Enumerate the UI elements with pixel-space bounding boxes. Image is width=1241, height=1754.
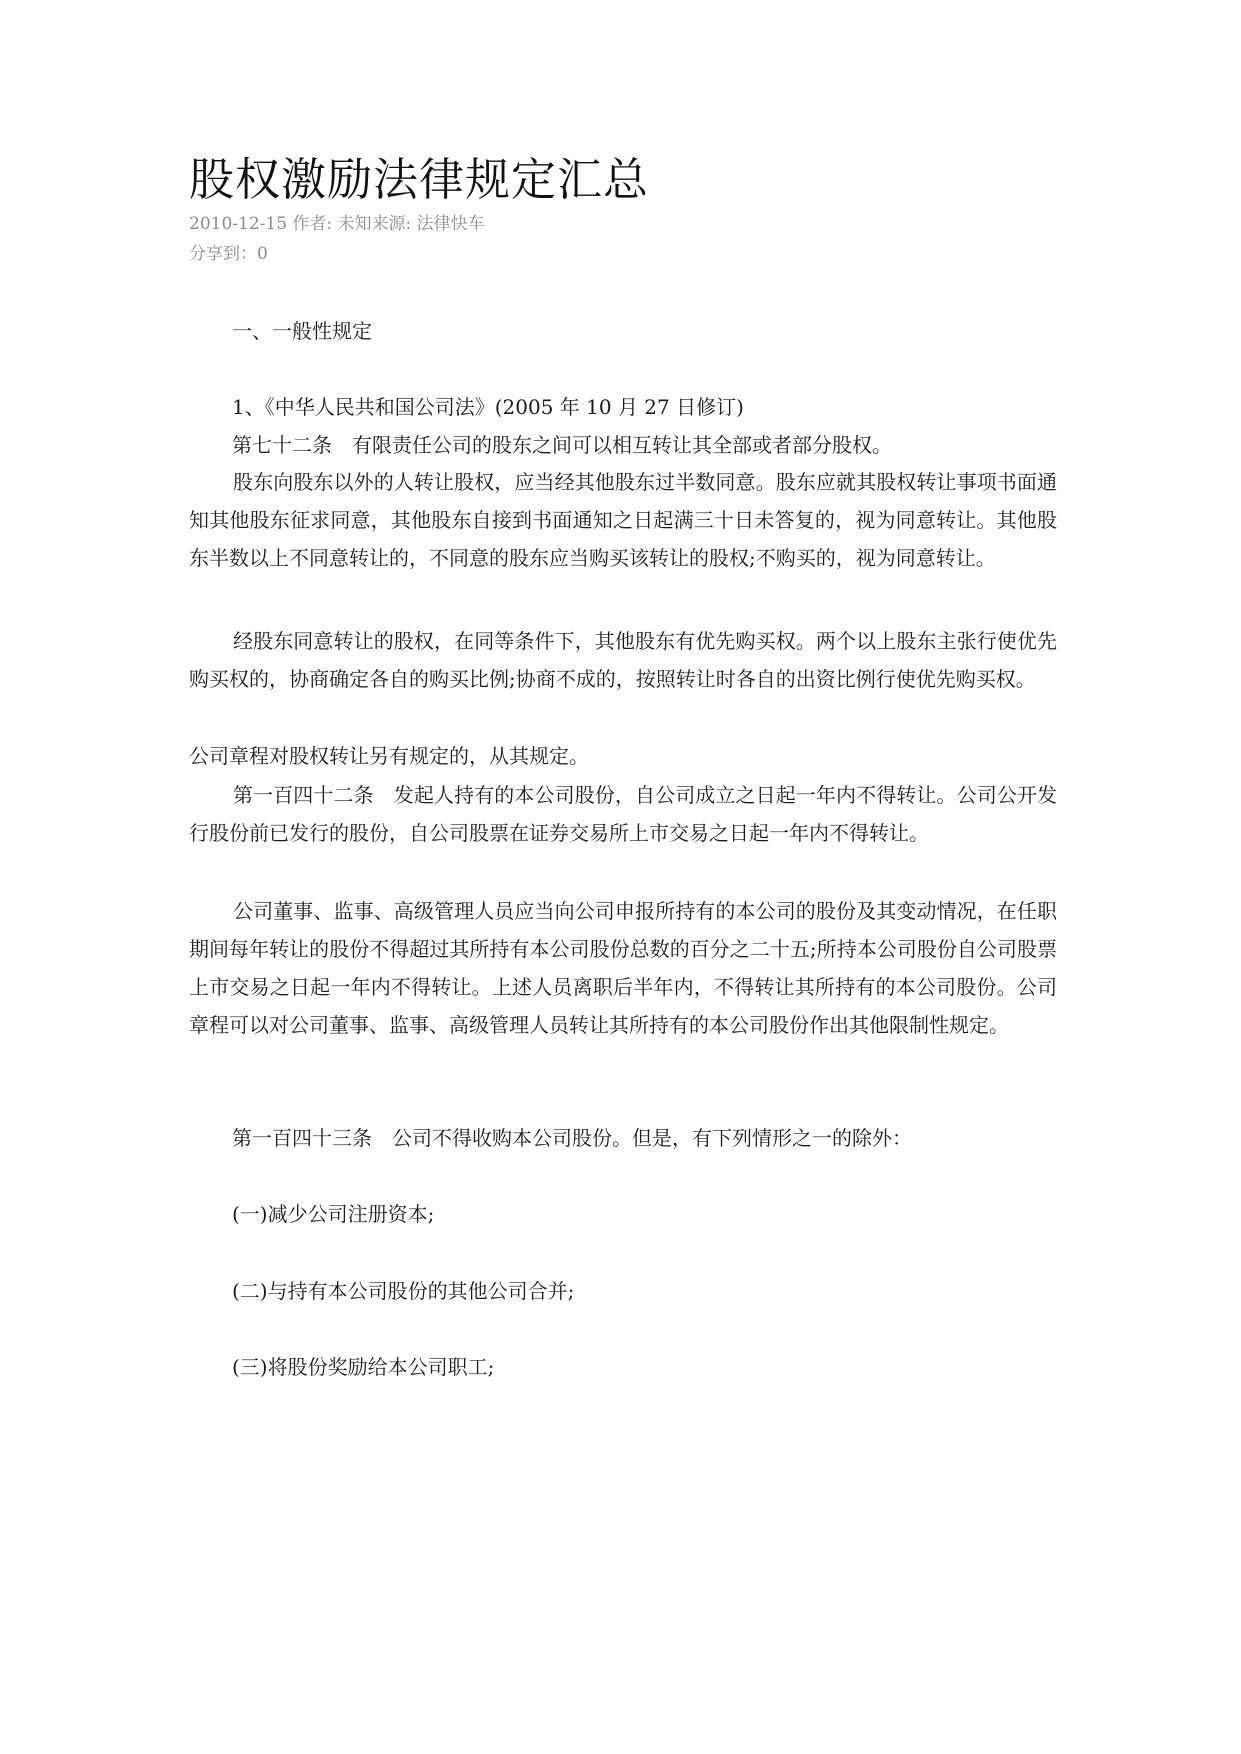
list-item: (二)与持有本公司股份的其他公司合并;	[232, 1279, 575, 1303]
law-heading: 1、《中华人民共和国公司法》(2005 年 10 月 27 日修订)	[232, 395, 744, 419]
article-meta: 2010-12-15 作者: 未知来源: 法律快车	[189, 214, 485, 234]
list-item: (一)减少公司注册资本;	[232, 1202, 435, 1226]
article-72-paragraph-3: 公司章程对股权转让另有规定的，从其规定。	[189, 744, 589, 768]
document-title: 股权激励法律规定汇总	[189, 153, 650, 206]
share-count: 分享到：0	[189, 244, 268, 264]
article-142-paragraph-1: 第一百四十二条 发起人持有的本公司股份，自公司成立之日起一年内不得转让。公司公开发行股份前已发行的股份，自公司股票在证券交易所上市交易之日起一年内不得转让。	[189, 783, 1057, 845]
section-heading: 一、一般性规定	[232, 319, 372, 343]
article-72-paragraph-2: 经股东同意转让的股权，在同等条件下，其他股东有优先购买权。两个以上股东主张行使优先购买权的，协商确定各自的购买比例;协商不成的，按照转让时各自的出资比例行使优先购买权。	[189, 629, 1057, 691]
article-143-title: 第一百四十三条 公司不得收购本公司股份。但是，有下列情形之一的除外：	[232, 1126, 912, 1150]
article-72-paragraph-1: 股东向股东以外的人转让股权，应当经其他股东过半数同意。股东应就其股权转让事项书面通知其他股东征求同意，其他股东自接到书面通知之日起满三十日未答复的，视为同意转让。其他股东半数以上不同意转让的，不同意的股东应当购买该转让的股权;不购买的，视为同意转让。	[189, 470, 1057, 570]
list-item: (三)将股份奖励给本公司职工;	[232, 1355, 495, 1379]
article-142-paragraph-2: 公司董事、监事、高级管理人员应当向公司申报所持有的本公司的股份及其变动情况，在任职期间每年转让的股份不得超过其所持有本公司股份总数的百分之二十五;所持本公司股份自公司股票上市交易之日起一年内不得转让。上述人员离职后半年内，不得转让其所持有的本公司股份。公司章程可以对公司董事、监事、高级管理人员转让其所持有的本公司股份作出其他限制性规定。	[189, 899, 1057, 1037]
article-72-title: 第七十二条 有限责任公司的股东之间可以相互转让其全部或者部分股权。	[232, 433, 892, 457]
